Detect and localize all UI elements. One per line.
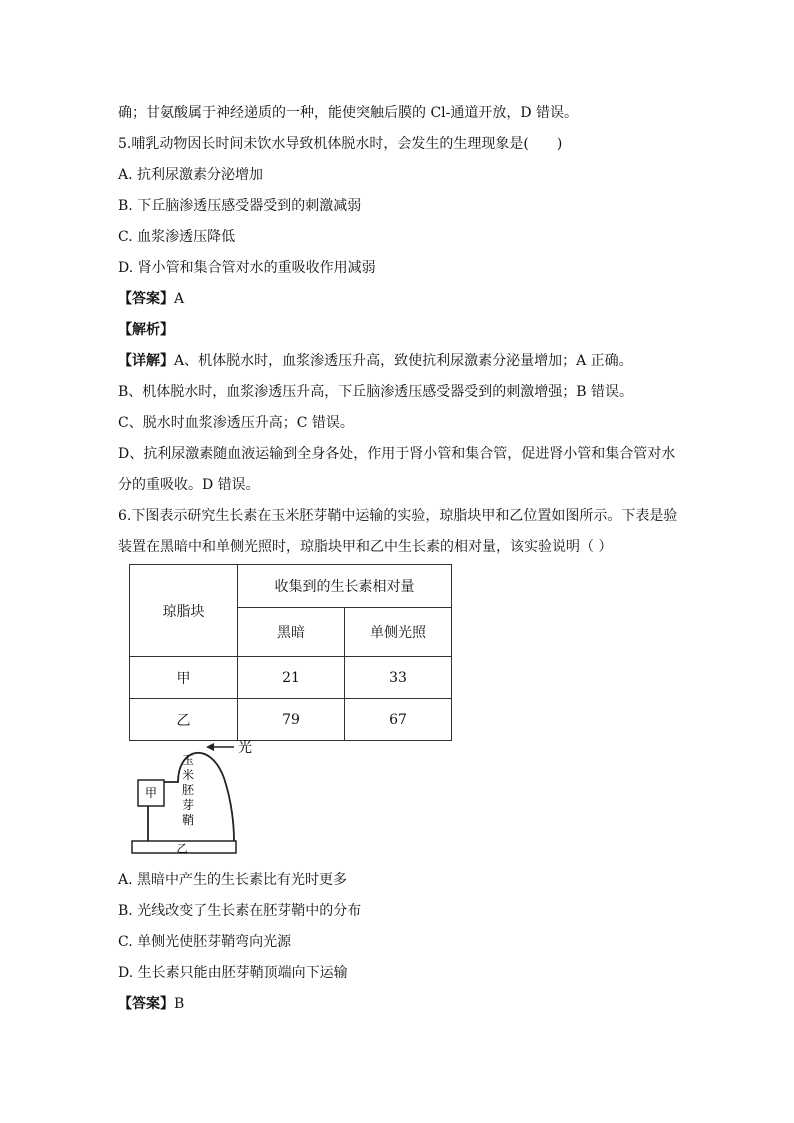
- question-6-option-c: C. 单侧光使胚芽鞘弯向光源: [118, 934, 292, 950]
- question-5-stem: 5.哺乳动物因长时间未饮水导致机体脱水时，会发生的生理现象是( ): [118, 136, 563, 152]
- table-row: [130, 699, 452, 741]
- prev-answer-text: 确；甘氨酸属于神经递质的一种，能使突触后膜的 Cl-通道开放，D 错误。: [118, 105, 579, 121]
- question-6-stem-line1: 6.下图表示研究生长素在玉米胚芽鞘中运输的实验，琼脂块甲和乙位置如图所示。下表是验: [118, 508, 678, 524]
- light-arrow-head: [206, 743, 214, 751]
- agar-block-b-label: 乙: [176, 842, 188, 855]
- question-6-answer: [118, 994, 184, 1014]
- analysis-label: 【解析】: [118, 322, 174, 338]
- question-5-answer: [118, 289, 184, 309]
- coleoptile-label-4: 芽: [181, 798, 195, 812]
- table-cell-label: 甲: [130, 657, 238, 699]
- question-6-option-a: A. 黑暗中产生的生长素比有光时更多: [118, 872, 348, 888]
- answer-value: A: [174, 291, 185, 307]
- table-row: [130, 657, 452, 699]
- question-6-option-d: D. 生长素只能由胚芽鞘顶端向下运输: [118, 965, 348, 981]
- answer-value: B: [174, 996, 185, 1012]
- question-5-option-b: B. 下丘脑渗透压感受器受到的刺激减弱: [118, 198, 362, 214]
- table-cell-label: 乙: [130, 699, 238, 741]
- table-cell-light: 33: [345, 657, 452, 699]
- detail-a-text: A、机体脱水时，血浆渗透压升高，致使抗利尿激素分泌量增加；A 正确。: [174, 353, 633, 369]
- agar-block-a-label: 甲: [144, 786, 158, 800]
- question-6-stem-line2: 装置在黑暗中和单侧光照时，琼脂块甲和乙中生长素的相对量，该实验说明（ ）: [118, 539, 613, 555]
- question-5-option-a: A. 抗利尿激素分泌增加: [118, 167, 264, 183]
- coleoptile-label-2: 米: [181, 768, 195, 782]
- detail-d-line1: D、抗利尿激素随血液运输到全身各处，作用于肾小管和集合管，促进肾小管和集合管对水: [118, 446, 676, 462]
- table-subheader-light: 单侧光照: [345, 608, 452, 657]
- question-5-option-d: D. 肾小管和集合管对水的重吸收作用减弱: [118, 260, 376, 276]
- table-cell-dark: 79: [238, 699, 345, 741]
- table-cell-dark: 21: [238, 657, 345, 699]
- table-cell-light: 67: [345, 699, 452, 741]
- coleoptile-figure: [128, 738, 268, 858]
- question-6-option-b: B. 光线改变了生长素在胚芽鞘中的分布: [118, 903, 362, 919]
- coleoptile-label-5: 鞘: [181, 813, 195, 827]
- coleoptile-label-1: 玉: [181, 753, 195, 767]
- table-header-group: 收集到的生长素相对量: [238, 565, 452, 608]
- detail-a: [118, 351, 633, 371]
- answer-label: 【答案】: [118, 291, 174, 307]
- detail-d-line2: 分的重吸收。D 错误。: [118, 477, 260, 493]
- detail-c: C、脱水时血浆渗透压升高；C 错误。: [118, 415, 354, 431]
- detail-b: B、机体脱水时，血浆渗透压升高，下丘脑渗透压感受器受到的刺激增强；B 错误。: [118, 384, 634, 400]
- auxin-table: [129, 564, 452, 741]
- table-header-block: 琼脂块: [130, 565, 238, 657]
- detail-label: 【详解】: [118, 353, 174, 369]
- light-label: 光: [238, 740, 252, 756]
- question-5-option-c: C. 血浆渗透压降低: [118, 229, 236, 245]
- answer-label: 【答案】: [118, 996, 174, 1012]
- table-subheader-dark: 黑暗: [238, 608, 345, 657]
- coleoptile-label-3: 胚: [181, 783, 195, 797]
